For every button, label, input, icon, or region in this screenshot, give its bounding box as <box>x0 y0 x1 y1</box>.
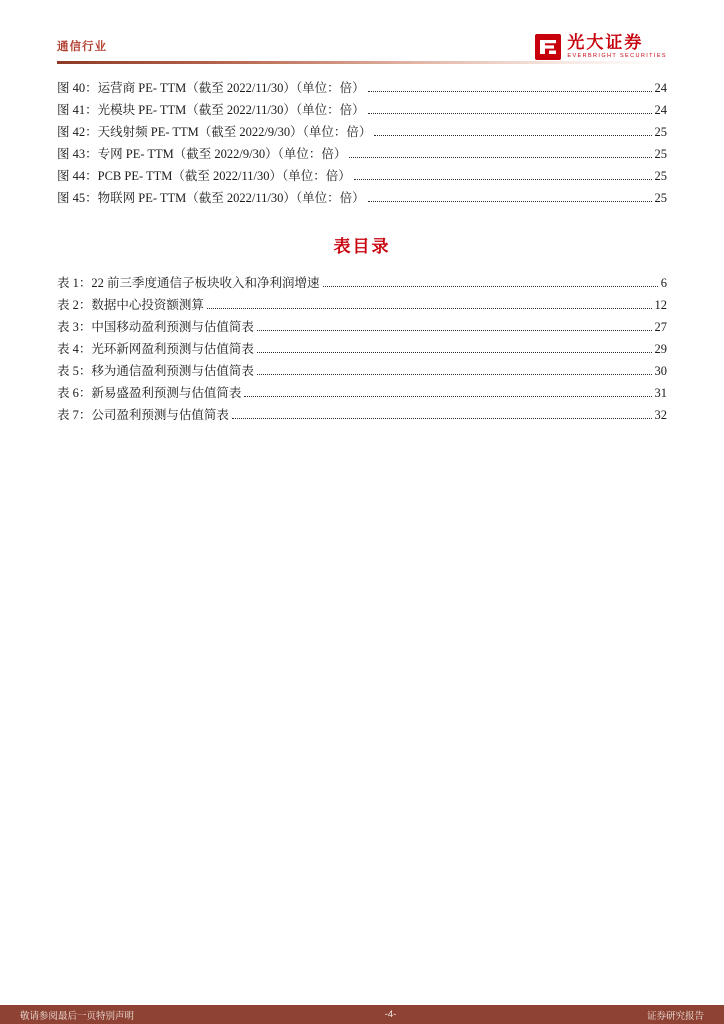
toc-page-number: 25 <box>654 191 667 205</box>
page-footer <box>0 1005 724 1024</box>
footer-page-number: -4- <box>384 1009 397 1020</box>
toc-entry-table-3[interactable] <box>57 317 667 339</box>
logo-text <box>567 34 667 60</box>
footer-report-type: 证券研究报告 <box>646 1010 704 1022</box>
toc-entry-text: 表 7：公司盈利预测与估值简表 <box>57 408 229 422</box>
toc-entry-table-4[interactable] <box>57 339 667 361</box>
toc-leader-dots <box>368 91 652 92</box>
toc-leader-dots <box>349 157 651 158</box>
toc-entry-text: 图 44：PCB PE- TTM（截至 2022/11/30）（单位：倍） <box>57 169 351 183</box>
toc-leader-dots <box>257 352 652 353</box>
toc-leader-dots <box>232 418 652 419</box>
header-divider <box>57 61 667 64</box>
footer-disclaimer: 敬请参阅最后一页特别声明 <box>20 1010 135 1022</box>
toc-leader-dots <box>257 374 652 375</box>
toc-leader-dots <box>368 113 652 114</box>
toc-entry-figure-42[interactable] <box>57 122 667 144</box>
toc-page-number: 27 <box>654 320 667 334</box>
everbright-logo-icon <box>535 34 561 60</box>
toc-entry-text: 图 42：天线射频 PE- TTM（截至 2022/9/30）（单位：倍） <box>57 125 372 139</box>
toc-page-number: 25 <box>654 125 667 139</box>
page-header <box>57 28 667 64</box>
toc-entry-text: 图 43：专网 PE- TTM（截至 2022/9/30）（单位：倍） <box>57 147 347 161</box>
toc-page-number: 31 <box>654 386 667 400</box>
toc-entry-figure-40[interactable] <box>57 78 667 100</box>
toc-page-number: 25 <box>654 147 667 161</box>
toc-entry-text: 表 1：22 前三季度通信子板块收入和净利润增速 <box>57 276 320 290</box>
toc-page-number: 24 <box>654 81 667 95</box>
industry-label: 通信行业 <box>57 41 107 53</box>
toc-page-number: 24 <box>654 103 667 117</box>
toc-entry-figure-45[interactable] <box>57 188 667 210</box>
brand-subtitle: EVERBRIGHT SECURITIES <box>567 53 667 60</box>
everbright-logo <box>535 34 667 60</box>
toc-leader-dots <box>257 330 652 331</box>
toc-entry-text: 图 41：光模块 PE- TTM（截至 2022/11/30）（单位：倍） <box>57 103 365 117</box>
toc-entry-table-5[interactable] <box>57 361 667 383</box>
toc-entry-figure-41[interactable] <box>57 100 667 122</box>
toc-content <box>57 78 667 427</box>
toc-entry-text: 图 45：物联网 PE- TTM（截至 2022/11/30）（单位：倍） <box>57 191 365 205</box>
toc-page-number: 29 <box>654 342 667 356</box>
toc-leader-dots <box>354 179 652 180</box>
toc-entry-table-6[interactable] <box>57 383 667 405</box>
tables-section-heading: 表目录 <box>333 237 391 256</box>
toc-entry-table-7[interactable] <box>57 405 667 427</box>
toc-page-number: 6 <box>660 276 667 290</box>
toc-leader-dots <box>374 135 651 136</box>
toc-page-number: 25 <box>654 169 667 183</box>
toc-page-number: 30 <box>654 364 667 378</box>
toc-page-number: 32 <box>654 408 667 422</box>
toc-entry-table-1[interactable] <box>57 273 667 295</box>
toc-entry-text: 表 4：光环新网盈利预测与估值简表 <box>57 342 254 356</box>
toc-entry-text: 表 2：数据中心投资额测算 <box>57 298 204 312</box>
toc-leader-dots <box>207 308 652 309</box>
brand-name: 光大证券 <box>567 33 644 53</box>
toc-entry-figure-43[interactable] <box>57 144 667 166</box>
toc-entry-text: 图 40：运营商 PE- TTM（截至 2022/11/30）（单位：倍） <box>57 81 365 95</box>
toc-entry-figure-44[interactable] <box>57 166 667 188</box>
toc-page-number: 12 <box>654 298 667 312</box>
toc-leader-dots <box>368 201 652 202</box>
toc-entry-table-2[interactable] <box>57 295 667 317</box>
toc-leader-dots <box>323 286 658 287</box>
toc-entry-text: 表 5：移为通信盈利预测与估值简表 <box>57 364 254 378</box>
toc-entry-text: 表 3：中国移动盈利预测与估值简表 <box>57 320 254 334</box>
toc-entry-text: 表 6：新易盛盈利预测与估值简表 <box>57 386 242 400</box>
toc-leader-dots <box>244 396 651 397</box>
